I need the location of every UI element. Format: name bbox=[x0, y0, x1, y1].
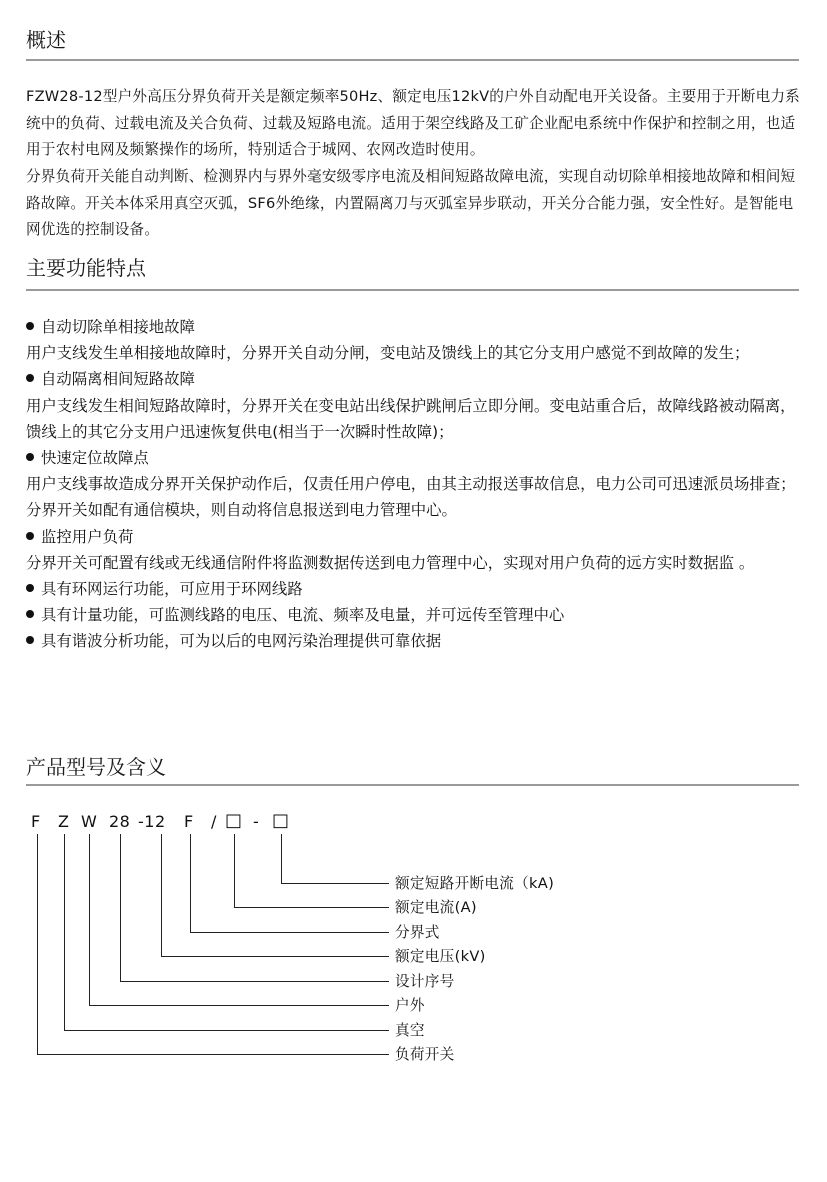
model-label-outdoor: 户外 bbox=[395, 997, 425, 1014]
leader-vertical-z bbox=[64, 834, 65, 1030]
feature-description: 用户支线发生单相接地故障时，分界开关自动分闸，变电站及馈线上的其它分支用户感觉不到故障的发生； bbox=[26, 344, 750, 363]
leader-vertical-w bbox=[89, 834, 90, 1005]
model-label-design-serial: 设计序号 bbox=[395, 973, 455, 990]
feature-description: 用户支线事故造成分界开关保护动作后，仅责任用户停电，由其主动报送事故信息，电力公司可迅速派员场排查；分界开关如配有通信模块，则自动将信息报送到电力管理中心。 bbox=[26, 475, 796, 520]
overview-paragraph-2: 分界负荷开关能自动判断、检测界内与界外毫安级零序电流及相间短路故障电流，实现自动切除单相接地故障和相间短路故障。开关本体采用真空灭弧，SF6外绝缘，内置隔离刀与灭弧室异步联动，开关分合能力强，安全性好。是智能电网优选的控制设备。 bbox=[26, 168, 796, 239]
model-code-w: W bbox=[81, 812, 98, 831]
model-label-load-switch: 负荷开关 bbox=[395, 1046, 455, 1063]
model-code-box-1: □ bbox=[225, 810, 243, 831]
model-code-28: 28 bbox=[109, 812, 131, 831]
feature-description: 分界开关可配置有线或无线通信附件将监测数据传送到电力管理中心，实现对用户负荷的远方实时数据监 。 bbox=[26, 553, 755, 572]
leader-horizontal-28 bbox=[120, 981, 389, 982]
model-code-12: -12 bbox=[138, 812, 166, 831]
feature-title: 自动切除单相接地故障 bbox=[26, 314, 806, 340]
model-label-vacuum: 真空 bbox=[395, 1022, 425, 1039]
feature-title: 自动隔离相间短路故障 bbox=[26, 366, 806, 392]
leader-vertical-f1 bbox=[37, 834, 38, 1054]
leader-vertical-f2 bbox=[190, 834, 191, 932]
leader-vertical-28 bbox=[120, 834, 121, 981]
leader-horizontal-12 bbox=[161, 956, 389, 957]
model-code-slash: / bbox=[211, 812, 217, 831]
leader-vertical-12 bbox=[161, 834, 162, 956]
leader-horizontal-w bbox=[89, 1005, 389, 1006]
features-heading: 主要功能特点 bbox=[26, 256, 146, 280]
model-label-boundary-type: 分界式 bbox=[395, 924, 440, 941]
model-label-rated-voltage: 额定电压(kV) bbox=[395, 948, 486, 965]
leader-vertical-box-2 bbox=[281, 834, 282, 883]
model-code-f2: F bbox=[184, 812, 194, 831]
leader-horizontal-box-2 bbox=[281, 883, 389, 884]
feature-bullet: 具有环网运行功能，可应用于环网线路 bbox=[26, 576, 806, 602]
feature-bullet: 具有计量功能，可监测线路的电压、电流、频率及电量，并可远传至管理中心 bbox=[26, 602, 806, 628]
overview-heading: 概述 bbox=[26, 28, 66, 52]
model-code-f1: F bbox=[31, 812, 41, 831]
leader-horizontal-box-1 bbox=[234, 907, 389, 908]
feature-title: 快速定位故障点 bbox=[26, 445, 806, 471]
model-label-rated-current: 额定电流(A) bbox=[395, 899, 477, 916]
leader-horizontal-f1 bbox=[37, 1054, 389, 1055]
leader-horizontal-z bbox=[64, 1030, 389, 1031]
model-code-z: Z bbox=[58, 812, 70, 831]
feature-title: 监控用户负荷 bbox=[26, 524, 806, 550]
feature-bullet: 具有谐波分析功能，可为以后的电网污染治理提供可靠依据 bbox=[26, 628, 806, 654]
leader-horizontal-f2 bbox=[190, 932, 389, 933]
model-code-dash: - bbox=[253, 812, 260, 831]
model-heading: 产品型号及含义 bbox=[26, 755, 166, 779]
feature-description: 用户支线发生相间短路故障时，分界开关在变电站出线保护跳闸后立即分闸。变电站重合后，故障线路被动隔离，馈线上的其它分支用户迅速恢复供电(相当于一次瞬时性故障)； bbox=[26, 396, 796, 441]
overview-paragraph-1: FZW28-12型户外高压分界负荷开关是额定频率50Hz、额定电压12kV的户外自动配电开关设备。主要用于开断电力系统中的负荷、过载电流及关合负荷、过载及短路电流。适用于架空线路及工矿企业配电系统中作保护和控制之用，也适用于农村电网及频繁操作的场所，特别适合于城网、农网改造时使用。 bbox=[26, 88, 800, 159]
model-label-breaking-current: 额定短路开断电流（kA) bbox=[395, 875, 555, 892]
model-code-box-2: □ bbox=[272, 810, 290, 831]
leader-vertical-box-1 bbox=[234, 834, 235, 907]
